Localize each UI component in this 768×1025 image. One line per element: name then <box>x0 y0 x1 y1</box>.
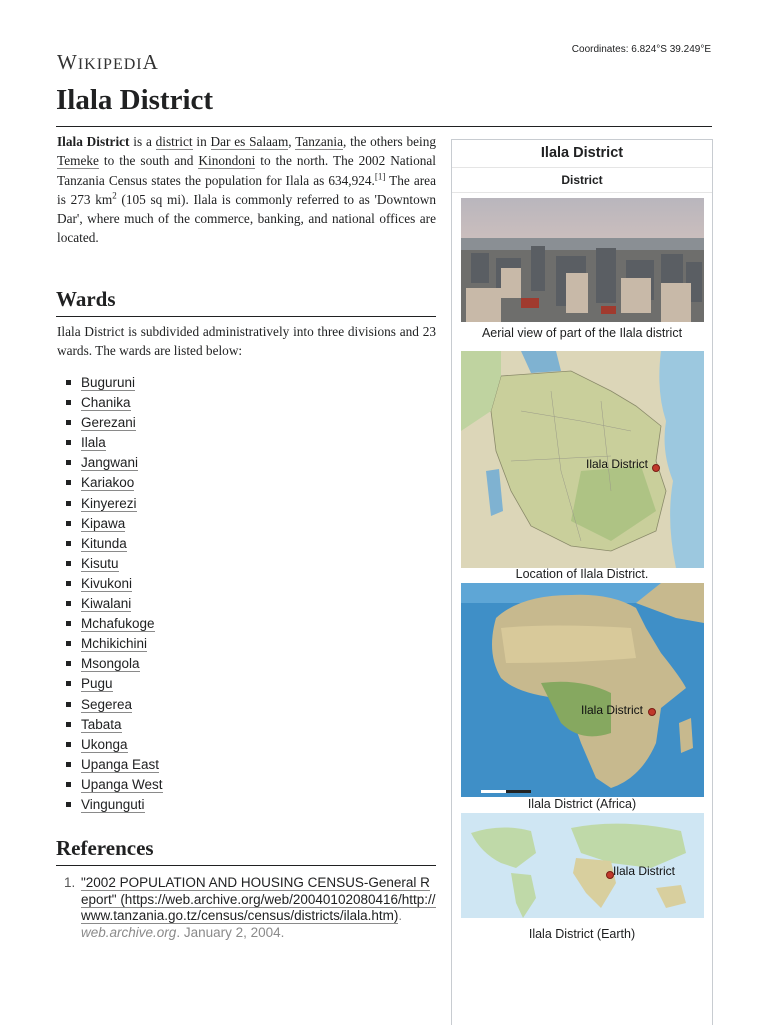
link-kinondoni[interactable]: Kinondoni <box>198 153 256 169</box>
ward-link[interactable]: Gerezani <box>81 415 136 431</box>
ward-list-item <box>81 697 163 717</box>
superscript-2: 2 <box>112 190 117 201</box>
wards-intro-block <box>57 322 436 361</box>
logo-letters: IKIPEDI <box>77 56 143 73</box>
map-caption: Ilala District (Africa) <box>527 797 637 811</box>
wards-heading: Wards <box>56 287 116 311</box>
ward-list-item <box>81 636 163 656</box>
ward-link[interactable]: Upanga West <box>81 776 163 792</box>
ward-list-item <box>81 496 163 516</box>
ward-link[interactable]: Kipawa <box>81 515 126 531</box>
intro-bold-term: Ilala District <box>57 134 130 149</box>
wards-intro: Ilala District is subdivided administratively into three divisions and 23 wards. The wards are listed below: <box>57 324 436 359</box>
ward-list-item <box>81 596 163 616</box>
wikipedia-logo[interactable] <box>57 50 159 75</box>
ward-link[interactable]: Segerea <box>81 696 133 712</box>
map-label: Ilala District <box>586 457 649 471</box>
intro-paragraph <box>57 132 436 248</box>
ward-list-item <box>81 475 163 495</box>
link-district[interactable]: district <box>155 134 193 149</box>
wards-heading-block <box>56 287 436 317</box>
city-skyline-image <box>461 198 704 322</box>
location-marker <box>652 464 660 472</box>
ward-link[interactable]: Tabata <box>81 716 122 732</box>
ward-list-item <box>81 616 163 636</box>
intro-text: to the south and <box>98 153 199 169</box>
ward-list-item <box>81 777 163 797</box>
ward-list-item <box>81 656 163 676</box>
ward-list-item <box>81 797 163 817</box>
map-label: Ilala District <box>581 703 644 717</box>
ward-list-item <box>81 435 163 455</box>
ward-link[interactable]: Kinyerezi <box>81 495 137 511</box>
aerial-photo[interactable] <box>461 198 704 322</box>
ward-list-item <box>81 516 163 536</box>
ward-link[interactable]: Kisutu <box>81 555 119 571</box>
map-caption: Location of Ilala District. <box>515 567 649 581</box>
map-caption: Ilala District (Earth) <box>528 927 636 941</box>
references-heading-block <box>56 836 436 866</box>
infobox-subtitle: District <box>452 168 712 193</box>
logo-letter: W <box>57 50 78 74</box>
title-divider <box>56 126 712 127</box>
intro-text: , the others being <box>342 134 436 149</box>
ward-link[interactable]: Kivukoni <box>81 575 133 591</box>
ward-list-item <box>81 717 163 737</box>
wards-list <box>81 375 163 817</box>
infobox-title: Ilala District <box>452 140 712 168</box>
heading-divider <box>56 865 436 866</box>
map-label: Ilala District <box>613 864 676 878</box>
intro-text: (105 sq mi). Ilala is commonly referred to as 'Downtown Dar', where much of the commerce, banking, and national offices are located. <box>57 191 436 246</box>
ward-link[interactable]: Buguruni <box>81 375 136 390</box>
link-tanzania[interactable]: Tanzania <box>295 134 343 149</box>
logo-letter-end: A <box>142 50 159 74</box>
intro-section <box>57 132 436 248</box>
intro-text: The area is 273 km <box>57 172 436 207</box>
africa-map[interactable] <box>461 583 704 797</box>
ward-link[interactable]: Vingunguti <box>81 796 145 812</box>
ward-link[interactable]: Ukonga <box>81 736 128 752</box>
ward-list-item <box>81 395 163 415</box>
reference-number: 1. <box>64 875 76 890</box>
ward-link[interactable]: Mchafukoge <box>81 616 155 632</box>
ward-list-item <box>81 415 163 435</box>
intro-text: to the north. The 2002 National Tanzania Census states the population for Ilala as 634,924. <box>57 153 436 188</box>
references-heading: References <box>56 836 154 860</box>
ward-link[interactable]: Ilala <box>81 435 106 451</box>
ward-link[interactable]: Mchikichini <box>81 636 148 652</box>
ward-list-item <box>81 375 163 395</box>
ward-link[interactable]: Msongola <box>81 656 140 672</box>
ward-list-item <box>81 676 163 696</box>
ward-link[interactable]: Upanga East <box>81 756 160 772</box>
ward-link[interactable]: Kitunda <box>81 535 127 551</box>
ward-link[interactable]: Pugu <box>81 676 113 692</box>
earth-map[interactable] <box>461 813 704 926</box>
tanzania-map[interactable] <box>461 351 704 568</box>
page-title: Ilala District <box>56 84 214 116</box>
reference-source: web.archive.org <box>81 924 177 940</box>
ward-list-item <box>81 536 163 556</box>
reference-marker[interactable]: [1] <box>374 171 386 182</box>
ward-list-item <box>81 556 163 576</box>
infobox <box>451 139 713 1025</box>
reference-link[interactable]: "2002 POPULATION AND HOUSING CENSUS-General Report" (https://web.archive.org/web/20040102080416/http://www.tanzania.go.tz/census/census/districts/ilala.htm) <box>81 875 436 923</box>
link-dar-es-salaam[interactable]: Dar es Salaam <box>210 134 289 149</box>
ward-list-item <box>81 757 163 777</box>
tanzania-relief-map <box>461 351 704 568</box>
africa-relief-map <box>461 583 704 797</box>
reference-date: . January 2, 2004. <box>176 924 285 940</box>
ward-link[interactable]: Kariakoo <box>81 475 135 491</box>
intro-text: , <box>288 134 296 149</box>
ward-list-item <box>81 576 163 596</box>
heading-divider <box>56 316 436 317</box>
ward-link[interactable]: Jangwani <box>81 455 139 471</box>
reference-item <box>57 875 437 941</box>
link-temeke[interactable]: Temeke <box>57 153 99 169</box>
intro-text: in <box>192 134 211 149</box>
location-marker <box>648 708 656 716</box>
ward-link[interactable]: Chanika <box>81 395 131 411</box>
ward-link[interactable]: Kiwalani <box>81 596 132 612</box>
photo-caption: Aerial view of part of the Ilala district <box>481 326 683 340</box>
ward-list-item <box>81 455 163 475</box>
ward-list-item <box>81 737 163 757</box>
intro-text: is a <box>129 134 156 149</box>
coordinates[interactable]: Coordinates: 6.824°S 39.249°E <box>571 44 711 55</box>
reference-separator: . <box>398 908 403 923</box>
